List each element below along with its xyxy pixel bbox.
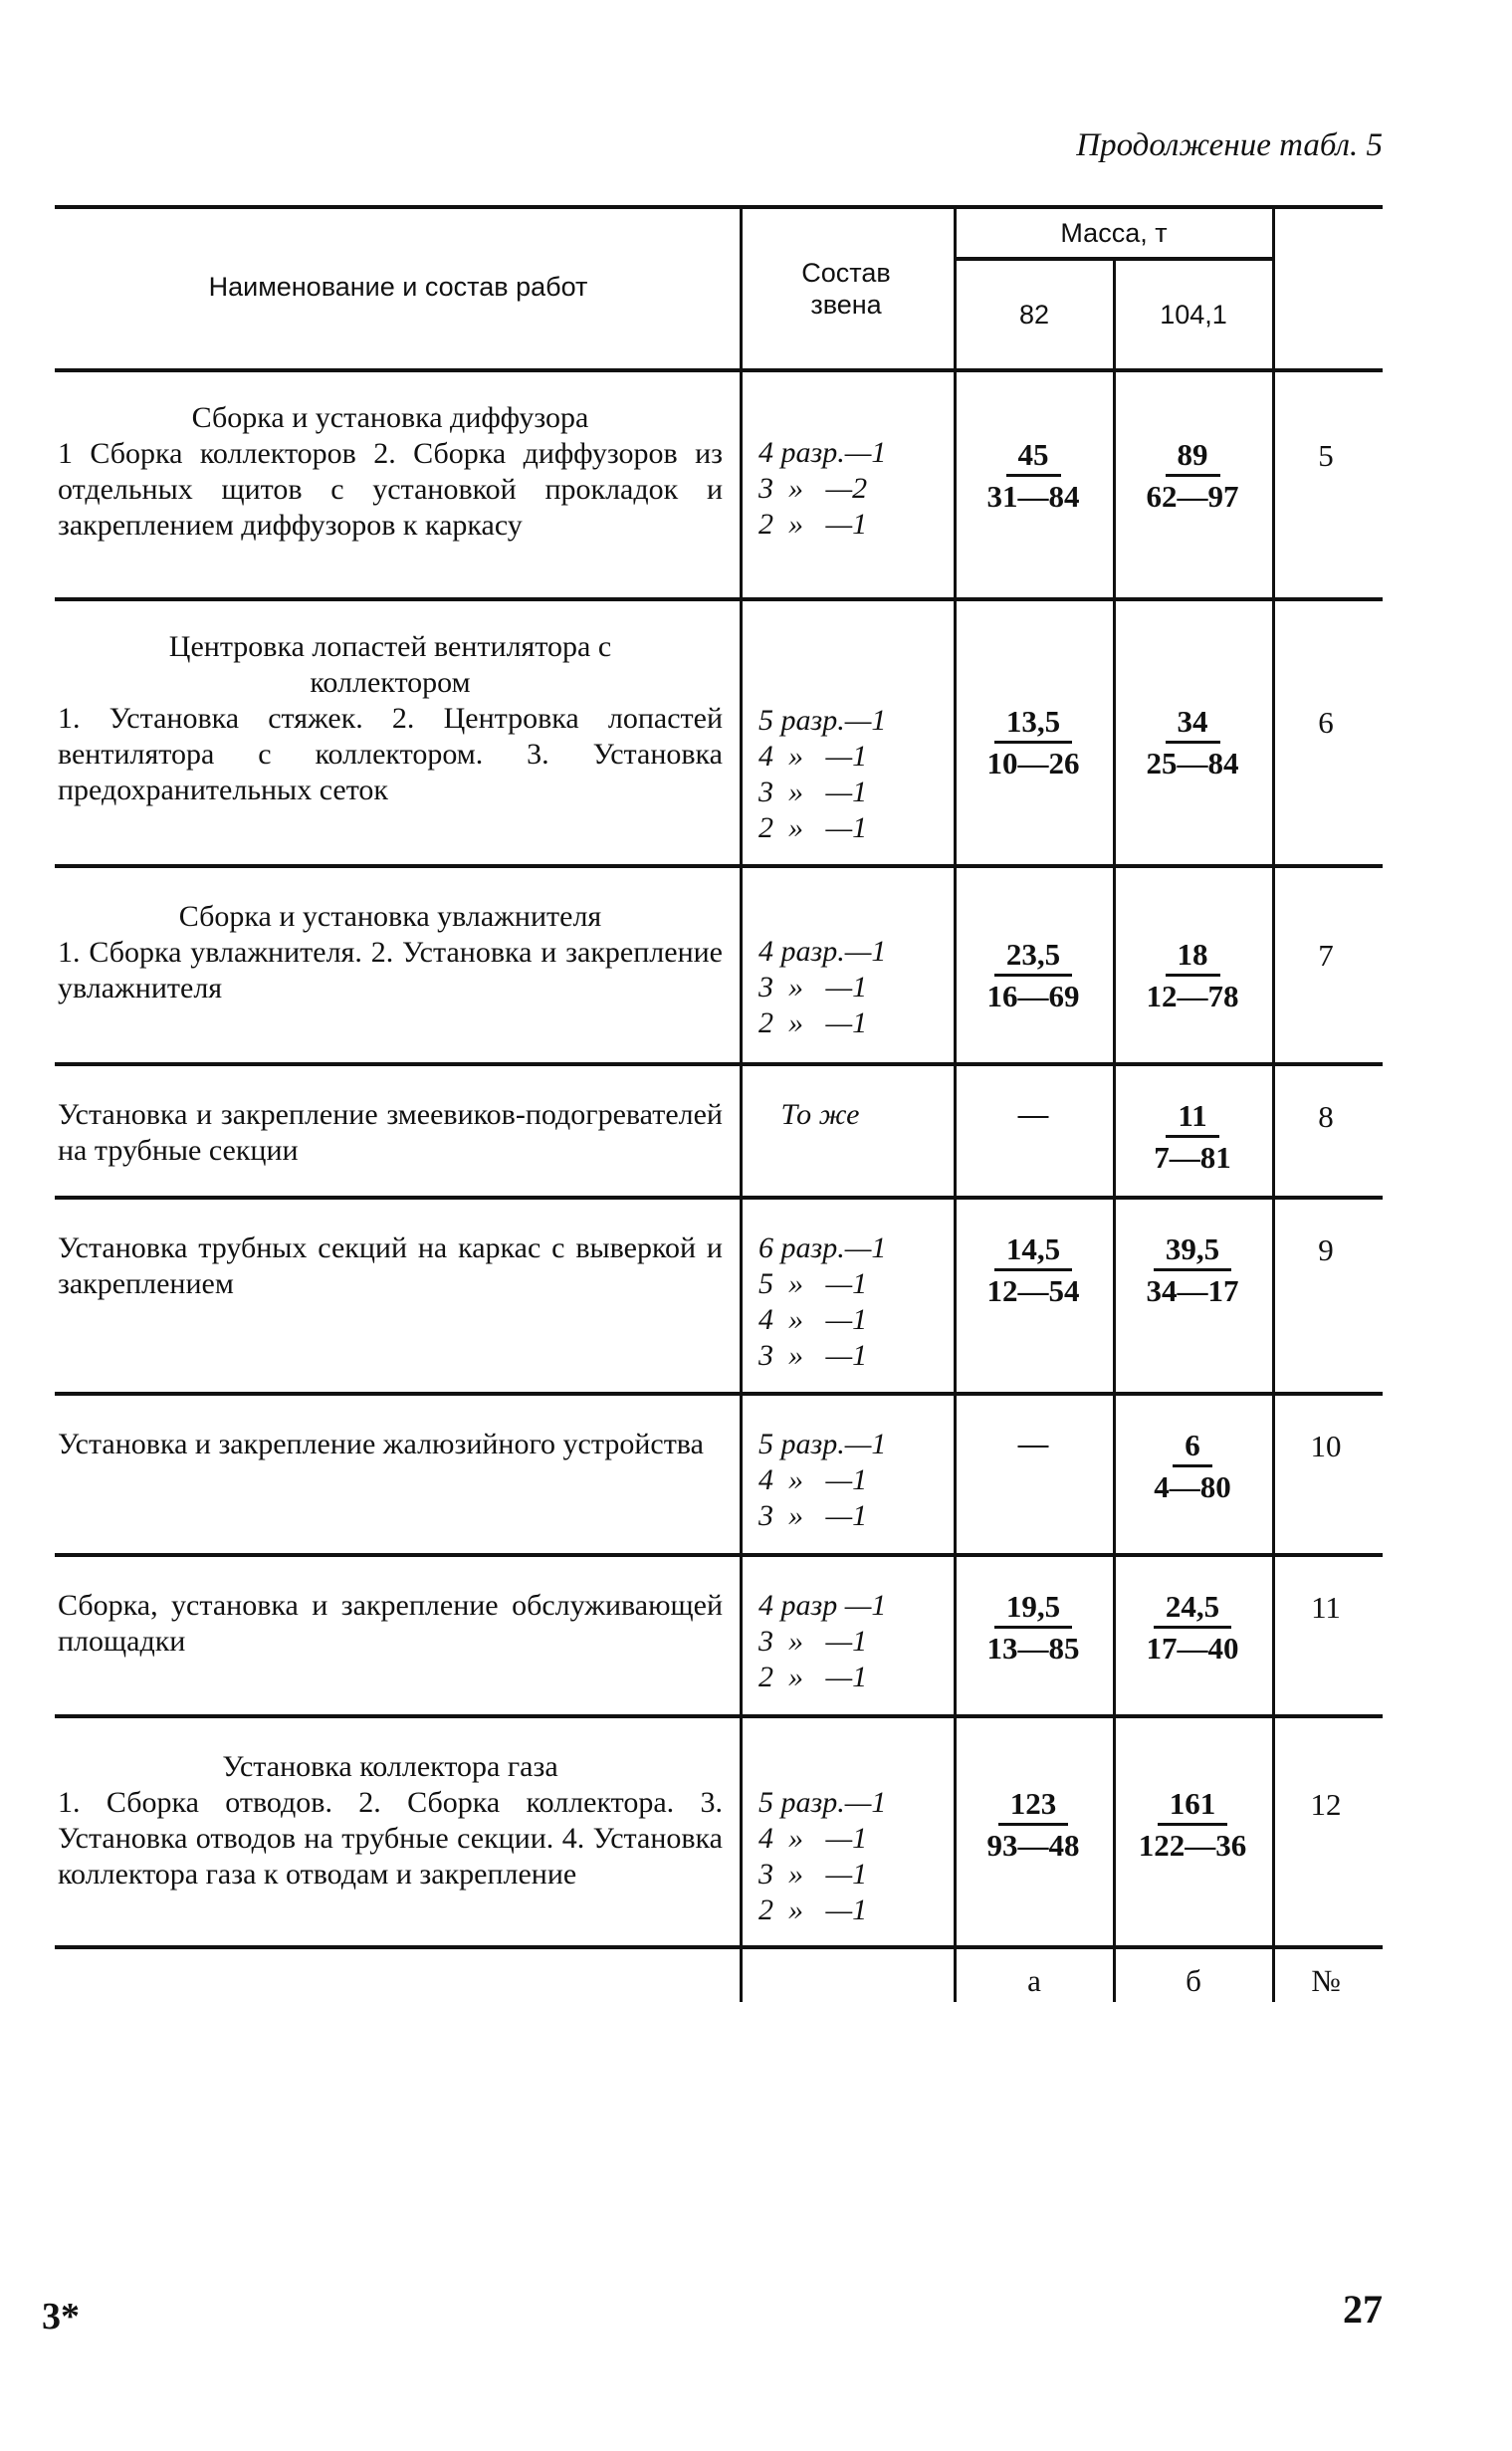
- row-10-crew: [758, 1427, 938, 1534]
- crew-line: 3 » —1: [758, 971, 868, 1003]
- row-6-crew: [758, 703, 938, 846]
- col-divider: [1272, 205, 1275, 2002]
- row-5-name: [58, 400, 723, 544]
- crew-line: 3 » —1: [758, 1499, 868, 1532]
- row-12-crew: [758, 1785, 938, 1928]
- row-11-name: [58, 1588, 723, 1660]
- row-12-mass-b: [1113, 1785, 1272, 1866]
- row-desc: Установка трубных секций на каркас с выверкой и закреплением: [58, 1231, 723, 1300]
- row-desc: 1. Установка стяжек. 2. Центровка лопастей вентилятора с коллектором. 3. Установка предохранительных сеток: [58, 702, 723, 806]
- row-title: Сборка и установка диффузора: [191, 401, 589, 434]
- cost-value: 25—84: [1146, 746, 1239, 780]
- labor-value: 18: [1166, 936, 1220, 977]
- cost-value: 4—80: [1154, 1469, 1231, 1504]
- row-10-mass-b: [1113, 1427, 1272, 1507]
- crew-line: 2 » —1: [758, 1006, 868, 1039]
- row-desc: Сборка, установка и закрепление обслуживающей площадки: [58, 1589, 723, 1658]
- row-rule: [55, 864, 1383, 868]
- row-title: Установка коллектора газа: [222, 1750, 558, 1783]
- row-8-mass-a: —: [1017, 1097, 1049, 1132]
- row-9-crew: [758, 1230, 938, 1374]
- page-number: 27: [1343, 2287, 1383, 2332]
- row-desc: Установка и закрепление жалюзийного устройства: [58, 1428, 704, 1460]
- cost-value: 62—97: [1146, 479, 1239, 514]
- header-bottom-rule: [55, 368, 1383, 372]
- labor-value: 13,5: [994, 703, 1072, 744]
- row-7-mass-b: [1113, 936, 1272, 1016]
- crew-line: 5 разр.—1: [758, 1786, 887, 1819]
- row-11-crew: [758, 1588, 938, 1695]
- labor-value: 11: [1166, 1097, 1218, 1138]
- row-10-number: 10: [1310, 1429, 1342, 1463]
- cost-value: 13—85: [986, 1631, 1080, 1666]
- labor-value: 14,5: [994, 1230, 1072, 1271]
- crew-line: 4 разр.—1: [758, 935, 887, 968]
- row-5-crew: [758, 435, 938, 543]
- row-7-mass-a: [954, 936, 1113, 1016]
- cost-value: 34—17: [1146, 1273, 1239, 1308]
- row-12-name: [58, 1749, 723, 1893]
- row-rule: [55, 1392, 1383, 1396]
- row-10-name: [58, 1427, 723, 1462]
- row-6-name: [58, 629, 723, 808]
- row-title: Центровка лопастей вентилятора с коллектором: [168, 630, 612, 699]
- row-desc: 1. Сборка отводов. 2. Сборка коллектора. 3. Установка отводов на трубные секции. 4. Установка коллектора газа к отводам и закрепление: [58, 1786, 723, 1891]
- footer-col-b: б: [1186, 1963, 1201, 1998]
- row-8-number: 8: [1318, 1099, 1334, 1134]
- crew-line: 3 » —1: [758, 776, 868, 808]
- row-6-mass-a: [954, 703, 1113, 783]
- continuation-caption: Продолжение табл. 5: [1076, 127, 1383, 163]
- footer-col-no: №: [1311, 1963, 1341, 1998]
- cost-value: 93—48: [986, 1828, 1080, 1863]
- crew-line: 2 » —1: [758, 1894, 868, 1926]
- header-crew: Состав звена: [801, 258, 891, 320]
- labor-value: 123: [998, 1785, 1069, 1826]
- crew-line: 4 » —1: [758, 1463, 868, 1496]
- crew-line: 3 » —1: [758, 1625, 868, 1658]
- row-8-mass-b: [1113, 1097, 1272, 1178]
- labor-value: 34: [1166, 703, 1220, 744]
- row-11-mass-b: [1113, 1588, 1272, 1669]
- labor-value: 24,5: [1154, 1588, 1231, 1629]
- header-mass-104: 104,1: [1160, 300, 1227, 330]
- crew-line: 3 » —2: [758, 472, 868, 505]
- labor-value: 6: [1173, 1427, 1212, 1467]
- crew-line: 5 » —1: [758, 1267, 868, 1300]
- table-bottom-rule: [55, 1945, 1383, 1949]
- row-desc: 1. Сборка увлажнителя. 2. Установка и закрепление увлажнителя: [58, 936, 723, 1004]
- row-rule: [55, 1062, 1383, 1066]
- crew-line: 4 » —1: [758, 1822, 868, 1855]
- row-11-number: 11: [1311, 1590, 1341, 1625]
- row-rule: [55, 1714, 1383, 1718]
- cost-value: 122—36: [1138, 1828, 1247, 1863]
- cost-value: 31—84: [986, 479, 1080, 514]
- header-name: Наименование и состав работ: [208, 272, 588, 302]
- crew-line: 6 разр.—1: [758, 1231, 887, 1264]
- row-10-mass-a: —: [1017, 1427, 1049, 1461]
- row-rule: [55, 1196, 1383, 1200]
- row-5-mass-a: [954, 436, 1113, 517]
- crew-line: 5 разр.—1: [758, 1428, 887, 1460]
- row-5-number: 5: [1318, 438, 1334, 473]
- labor-value: 161: [1158, 1785, 1228, 1826]
- row-6-mass-b: [1113, 703, 1272, 783]
- row-7-name: [58, 899, 723, 1006]
- crew-line: 4 разр —1: [758, 1589, 887, 1622]
- crew-line: 2 » —1: [758, 508, 868, 541]
- footer-col-a: а: [1027, 1963, 1041, 1998]
- row-7-number: 7: [1318, 938, 1334, 973]
- crew-line: 3 » —1: [758, 1858, 868, 1891]
- crew-line: 2 » —1: [758, 811, 868, 844]
- cost-value: 7—81: [1154, 1140, 1231, 1175]
- table-top-rule: [55, 205, 1383, 209]
- labor-value: 45: [1006, 436, 1061, 477]
- row-5-mass-b: [1113, 436, 1272, 517]
- cost-value: 12—54: [986, 1273, 1080, 1308]
- row-6-number: 6: [1318, 705, 1334, 740]
- row-11-mass-a: [954, 1588, 1113, 1669]
- labor-value: 19,5: [994, 1588, 1072, 1629]
- row-desc: 1 Сборка коллекторов 2. Сборка диффузоров из отдельных щитов с установкой прокладок и закреплением диффузоров к каркасу: [58, 437, 723, 542]
- crew-line: 4 » —1: [758, 740, 868, 773]
- row-9-mass-a: [954, 1230, 1113, 1311]
- row-rule: [55, 597, 1383, 601]
- cost-value: 16—69: [986, 979, 1080, 1013]
- row-title: Сборка и установка увлажнителя: [178, 900, 602, 933]
- crew-line: 4 разр.—1: [758, 436, 887, 469]
- cost-value: 17—40: [1146, 1631, 1239, 1666]
- labor-value: 89: [1166, 436, 1220, 477]
- crew-line: 2 » —1: [758, 1661, 868, 1693]
- crew-line: То же: [758, 1098, 860, 1131]
- header-mass: Масса, т: [1060, 218, 1168, 248]
- labor-value: 23,5: [994, 936, 1072, 977]
- crew-line: 3 » —1: [758, 1339, 868, 1372]
- labor-value: 39,5: [1154, 1230, 1231, 1271]
- crew-line: 5 разр.—1: [758, 704, 887, 737]
- row-12-number: 12: [1310, 1787, 1342, 1822]
- col-divider: [740, 205, 743, 2002]
- row-9-mass-b: [1113, 1230, 1272, 1311]
- row-9-number: 9: [1318, 1232, 1334, 1267]
- row-7-crew: [758, 934, 938, 1041]
- cost-value: 12—78: [1146, 979, 1239, 1013]
- cost-value: 10—26: [986, 746, 1080, 780]
- row-9-name: [58, 1230, 723, 1302]
- row-rule: [55, 1553, 1383, 1557]
- row-desc: Установка и закрепление змеевиков-подогревателей на трубные секции: [58, 1098, 723, 1167]
- row-8-name: [58, 1097, 723, 1169]
- header-mass-82: 82: [1018, 300, 1050, 330]
- crew-line: 4 » —1: [758, 1303, 868, 1336]
- signature-mark: 3*: [42, 2296, 80, 2338]
- row-8-crew: [758, 1097, 938, 1133]
- row-12-mass-a: [954, 1785, 1113, 1866]
